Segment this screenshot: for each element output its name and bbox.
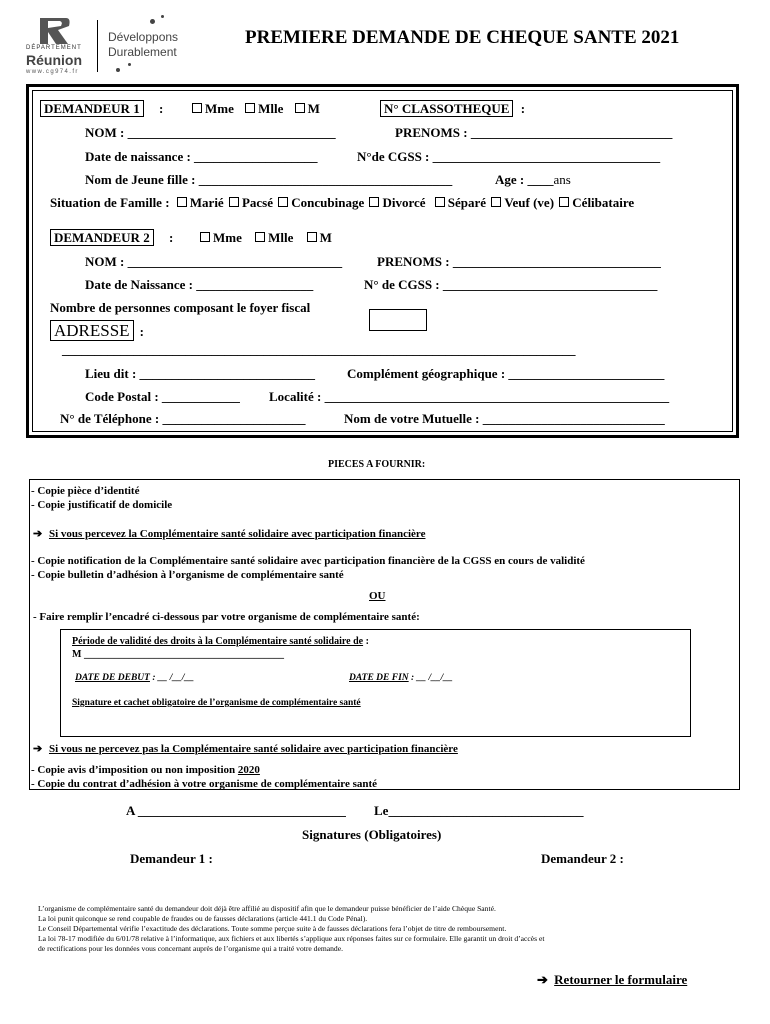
age-unit: ans (553, 172, 571, 187)
lieu-signature-field[interactable]: A ________________________________ (126, 803, 346, 818)
periode-label: Période de validité des droits à la Complémentaire santé solidaire de (72, 636, 364, 647)
date-signature-field[interactable]: Le______________________________ (374, 803, 584, 818)
situation-divorce: Divorcé (382, 195, 426, 210)
logo-department-name: Réunion (26, 52, 82, 68)
page-title: PREMIERE DEMANDE DE CHEQUE SANTE 2021 (245, 27, 680, 48)
demandeur1-row: DEMANDEUR 1 : (40, 101, 163, 117)
avis-imposition-item: - Copie avis d’imposition ou non imposition 2020 (31, 764, 260, 776)
date-debut-label: DATE DE DEBUT (75, 673, 150, 683)
brand-dot (128, 63, 131, 66)
checkbox-icon[interactable] (177, 197, 187, 207)
section2-heading (33, 742, 458, 755)
pieces-title: PIECES A FOURNIR: (328, 459, 426, 470)
lieu-dit-field[interactable]: Lieu dit : ___________________________ (85, 366, 316, 381)
checkbox-icon[interactable] (369, 197, 379, 207)
date-fin-row (349, 673, 453, 683)
mutuelle-field[interactable]: Nom de votre Mutuelle : ____________________________ (344, 411, 665, 426)
footer-note: La loi 78-17 modifiée du 6/01/78 relative à l’informatique, aux fichiers et aux libertés s’applique aux réponses faites sur ce formulaire. Elle garantit un droit d’accès et (38, 934, 545, 943)
civilite-m: M (319, 230, 332, 245)
civilite-mme: Mme (205, 101, 234, 116)
return-form-text: Retourner le formulaire (554, 972, 688, 987)
signature-demandeur2[interactable]: Demandeur 2 : (541, 851, 624, 866)
civilite-mme: Mme (213, 230, 242, 245)
m-line-field[interactable]: M ________________________________________ (72, 649, 284, 660)
demandeur2-prenoms-field[interactable]: PRENOMS : ________________________________ (377, 254, 661, 269)
demandeur1-prenoms-field[interactable]: PRENOMS : _______________________________ (395, 125, 673, 140)
signatures-title: Signatures (Obligatoires) (302, 827, 442, 842)
foyer-fiscal-label: Nombre de personnes composant le foyer fiscal (50, 300, 311, 315)
situation-famille-row (50, 195, 634, 211)
arrow-right-icon: ➔ (33, 528, 43, 540)
demandeur1-nom-field[interactable]: NOM : ________________________________ (85, 125, 336, 140)
telephone-field[interactable]: N° de Téléphone : ______________________ (60, 411, 306, 426)
demandeur2-cgss-field[interactable]: N° de CGSS : _________________________________ (364, 277, 658, 292)
adresse-label: ADRESSE (50, 320, 134, 341)
classotheque-label: N° CLASSOTHEQUE (380, 100, 513, 117)
date-debut-row (75, 673, 194, 683)
localite-field[interactable]: Localité : _____________________________________________________ (269, 389, 670, 404)
classotheque-row: N° CLASSOTHEQUE : (380, 101, 525, 117)
foyer-fiscal-input[interactable] (369, 309, 427, 331)
situation-celibataire: Célibataire (572, 195, 635, 210)
checkbox-icon[interactable] (491, 197, 501, 207)
arrow-right-icon: ➔ (33, 743, 43, 755)
complement-geo-field[interactable]: Complément géographique : ________________________ (347, 366, 665, 381)
return-form-link[interactable] (537, 972, 687, 988)
logo-department-small: DÉPARTEMENT (26, 45, 82, 51)
section1-item: - Copie notification de la Complémentaire santé solidaire avec participation financière de la CGSS en cours de validité (31, 555, 585, 567)
logo-divider (97, 20, 98, 72)
demandeur2-civilite (198, 230, 332, 246)
demandeur2-row: DEMANDEUR 2 : (50, 230, 173, 246)
situation-separe: Séparé (447, 195, 487, 210)
demandeur2-date-naissance-field[interactable]: Date de Naissance : __________________ (85, 277, 314, 292)
brand-dot (161, 15, 164, 18)
brand-line-1: Développons (108, 30, 179, 44)
adresse-row: ADRESSE : (50, 321, 144, 341)
demandeur2-label: DEMANDEUR 2 (50, 229, 154, 246)
demandeur1-age-field[interactable]: Age : ____ (495, 172, 554, 187)
situation-veuf: Veuf (ve) (504, 195, 555, 210)
checkbox-icon[interactable] (229, 197, 239, 207)
adresse-line-field[interactable]: _______________________________________________________________________________ (62, 342, 576, 357)
checkbox-icon[interactable] (559, 197, 569, 207)
section2-text: Si vous ne percevez pas la Complémentaire santé solidaire avec participation financière (48, 743, 458, 755)
situation-pacse: Pacsé (241, 195, 273, 210)
checkbox-icon[interactable] (192, 103, 202, 113)
checkbox-icon[interactable] (245, 103, 255, 113)
civilite-m: M (307, 101, 320, 116)
brand-dot (150, 19, 155, 24)
footer-note: Le Conseil Départemental vérifie l’exactitude des déclarations. Toute somme perçue suite à de fausses déclarations fera l’objet de titre de remboursement. (38, 924, 507, 933)
date-debut-field[interactable]: : __ /__/__ (149, 673, 195, 683)
checkbox-icon[interactable] (295, 103, 305, 113)
footer-note: de rectifications pour les données vous concernant auprès de l’organisme qui a traité votre demande. (38, 944, 343, 953)
demandeur1-date-naissance-field[interactable]: Date de naissance : ___________________ (85, 149, 318, 164)
signature-demandeur1[interactable]: Demandeur 1 : (130, 851, 213, 866)
civilite-mlle: Mlle (258, 101, 284, 116)
signature-cachet-label: Signature et cachet obligatoire de l’organisme de complémentaire santé (72, 698, 361, 708)
footer-notes (38, 904, 545, 954)
piece-item: - Copie pièce d’identité (31, 485, 140, 497)
brand-dot (116, 68, 120, 72)
logo-url: www.cg974.fr (26, 69, 79, 75)
avis-year: 2020 (237, 764, 260, 776)
periode-row: Période de validité des droits à la Complémentaire santé solidaire de : (72, 636, 369, 647)
piece-item: - Copie justificatif de domicile (31, 499, 173, 511)
checkbox-icon[interactable] (278, 197, 288, 207)
contrat-item: - Copie du contrat d’adhésion à votre organisme de complémentaire santé (31, 778, 378, 790)
section1-item: - Copie bulletin d’adhésion à l’organisme de complémentaire santé (31, 569, 344, 581)
demandeur1-age-row (495, 172, 571, 188)
civilite-mlle: Mlle (268, 230, 294, 245)
faire-remplir-text: - Faire remplir l’encadré ci-dessous par votre organisme de complémentaire santé: (33, 611, 420, 623)
date-fin-label: DATE DE FIN (349, 673, 409, 683)
brand-line-2: Durablement (108, 45, 177, 59)
section1-text: Si vous percevez la Complémentaire santé solidaire avec participation financière (48, 528, 426, 540)
checkbox-icon[interactable] (200, 232, 210, 242)
situation-label: Situation de Famille : (50, 195, 170, 210)
checkbox-icon[interactable] (435, 197, 445, 207)
demandeur1-cgss-field[interactable]: N°de CGSS : ___________________________________ (357, 149, 661, 164)
code-postal-field[interactable]: Code Postal : ____________ (85, 389, 240, 404)
section1-heading (33, 527, 425, 540)
date-fin-field[interactable]: : __ /__/__ (408, 673, 453, 683)
demandeur1-civilite (190, 101, 320, 117)
demandeur2-nom-field[interactable]: NOM : _________________________________ (85, 254, 343, 269)
checkbox-icon[interactable] (255, 232, 265, 242)
checkbox-icon[interactable] (307, 232, 317, 242)
footer-note: La loi punit quiconque se rend coupable de fraudes ou de fausses déclarations (article 441.1 du Code Pénal). (38, 914, 368, 923)
footer-note: L’organisme de complémentaire santé du demandeur doit déjà être affilié au dispositif afin que le demandeur puisse bénéficier de l’aide Chèque Santé. (38, 904, 496, 913)
arrow-right-icon: ➔ (537, 972, 548, 987)
situation-concubinage: Concubinage (291, 195, 365, 210)
reunion-logo-icon (36, 16, 72, 46)
situation-marie: Marié (189, 195, 224, 210)
demandeur1-nom-jeune-fille-field[interactable]: Nom de Jeune fille : _______________________________________ (85, 172, 453, 187)
ou-separator: OU (369, 590, 386, 602)
demandeur1-label: DEMANDEUR 1 (40, 100, 144, 117)
